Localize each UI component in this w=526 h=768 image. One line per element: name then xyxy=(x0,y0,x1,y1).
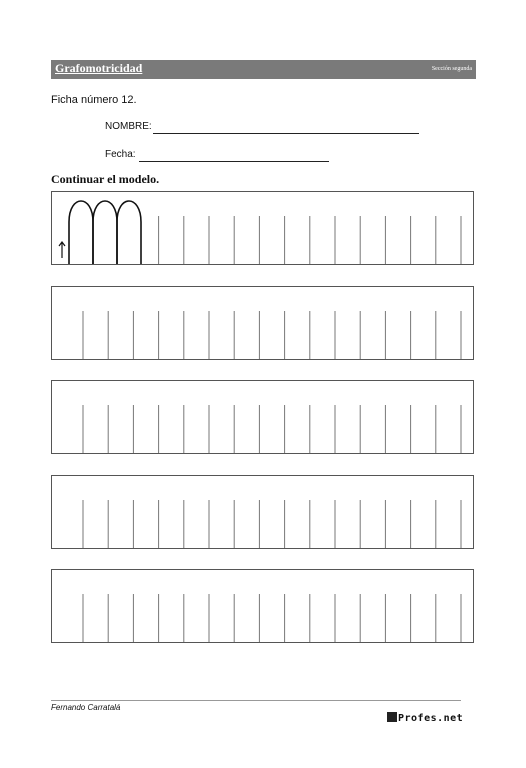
practice-strokes xyxy=(52,192,475,266)
practice-box xyxy=(51,191,474,265)
fecha-field xyxy=(105,149,136,160)
practice-strokes xyxy=(52,570,475,644)
nombre-field xyxy=(105,121,152,132)
header-section: Sección segunda xyxy=(431,66,472,72)
ficha-number: Ficha número 12. xyxy=(51,94,137,106)
nombre-label: NOMBRE: xyxy=(105,121,152,132)
footer-divider xyxy=(51,700,461,701)
practice-box xyxy=(51,286,474,360)
practice-strokes xyxy=(52,287,475,361)
nombre-line xyxy=(153,133,419,134)
footer-logo xyxy=(387,712,463,724)
header-bar xyxy=(51,60,476,79)
footer-author: Fernando Carratalá xyxy=(51,703,121,712)
fecha-label: Fecha: xyxy=(105,149,136,160)
practice-box xyxy=(51,475,474,549)
header-title: Grafomotricidad xyxy=(55,61,143,75)
up-arrow-icon xyxy=(59,242,65,258)
practice-box xyxy=(51,569,474,643)
practice-box xyxy=(51,380,474,454)
model-arch xyxy=(69,201,93,264)
model-arch xyxy=(117,201,141,264)
practice-strokes xyxy=(52,381,475,455)
model-arch xyxy=(93,201,117,264)
practice-strokes xyxy=(52,476,475,550)
logo-text: Profes.net xyxy=(398,713,464,724)
fecha-line xyxy=(139,161,329,162)
logo-icon xyxy=(387,712,397,722)
instruction: Continuar el modelo. xyxy=(51,172,160,186)
